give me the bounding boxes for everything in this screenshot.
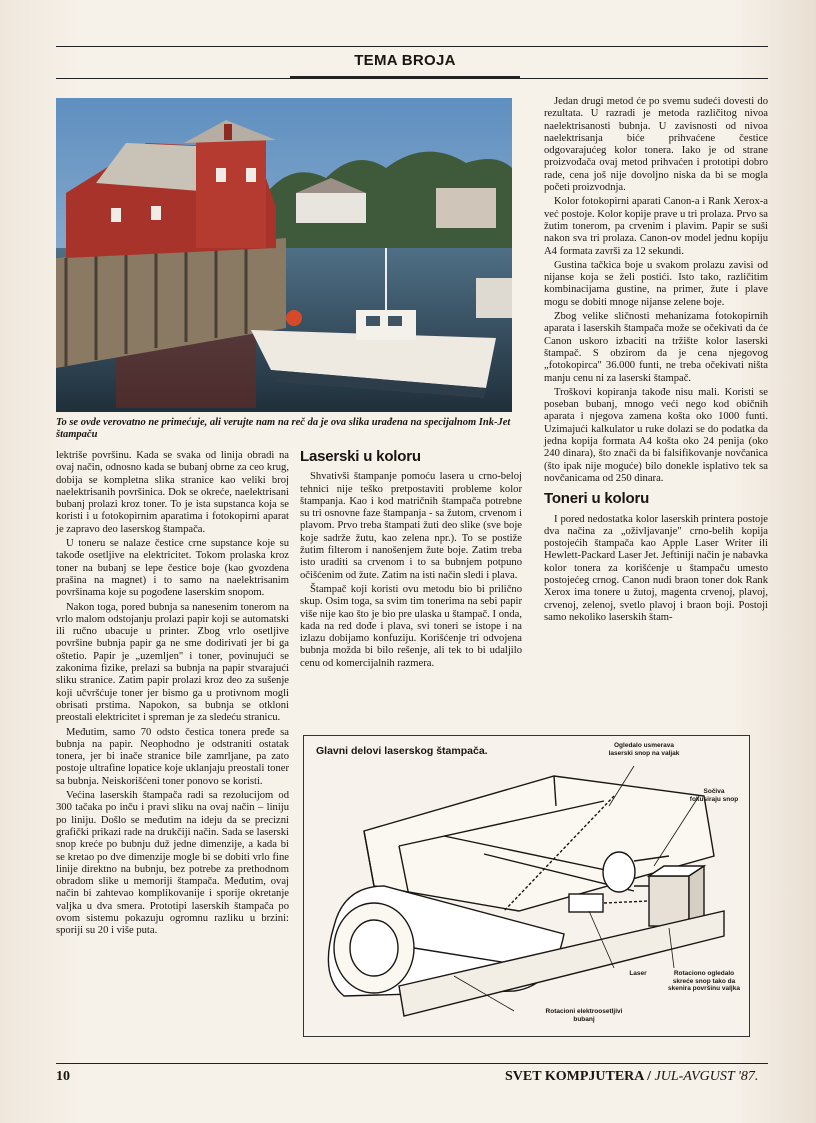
harbor-photo	[56, 98, 512, 412]
col1-paragraph: U toneru se nalaze čestice crne supstance koje su takođe osetljive na elektricitet. Tokom prolaska kroz toner na bubanj se lepe čestice boje (kao gvozdena prašina na magnet) i to samo na naelektrisanim površinama koje su pogođene laserskim snopom.	[56, 538, 289, 599]
col3-paragraph: Troškovi kopiranja takođe nisu mali. Koristi se poseban bubanj, mnogo veći nego kod običnih aparata i njegova zamena košta oko 1000 funti. Uzimajući kalkulator u ruke dolazi se do podatka da jedna kopija formata A4 košta oko 24 penija (oko 240 dinara), što znači da bi falsifikovanje novčanica (što ipak nije moguće) bilo donekle isplativo tek sa novčanicama od 250 dinara.	[544, 386, 768, 484]
col3-paragraph: Kolor fotokopirni aparati Canon-a i Rank Xerox-a već postoje. Kolor kopije prave u tri prolaza. Prvo sa žutim tonerom, pa crvenim i plavim. Papir se suši nakon sva tri prolaza. Canon-ov model jednu kopiju A4 formata završi za 12 sekundi.	[544, 196, 768, 257]
laser-printer-diagram	[303, 735, 750, 1037]
magazine-name	[505, 1069, 758, 1085]
col1-paragraph: Većina laserskih štampača radi sa rezolucijom od 300 tačaka po inču i pravi sliku na ovaj način – liniju po liniju. Došlo se međutim na ideju da se precizni grafički prikazi rade na drukčiji način. Sada se laserski snop kreće po bubnju duž jedne dimenzije, a kada bi se kretao po dve dimenzije mogle bi se dobiti vrlo fine linije direktno na bubnju, bez potrebe za prethodnom obradom slike u memoriji štampača. Međutim, ovaj način bi zahtevao komplikovanije i sporije okretanje valjka u dva smera. Prototipi laserskih štampača po ovom sistemu pokazuju ogromnu razliku u brzini: sporiji su 20 i više puta.	[56, 790, 289, 937]
diagram-title: Glavni delovi laserskog štampača.	[316, 745, 488, 757]
page-number: 10	[56, 1069, 70, 1084]
col1-paragraph: lektriše površinu. Kada se svaka od linija obradi na ovaj način, odnosno kada se bubanj obrne za ceo krug, dobija se kompletna slika stranice kao veliki broj naelektrisanih površinica. Dok se okreće, naelektrisani bubanj prolazi kroz toner. To je ista supstanca koja se koristi i u fotokopirnim aparatima i fotokopirni aparat je zapravo deo laserskog štampača.	[56, 450, 289, 535]
label-drum: Rotacioni elektroosetljivi bubanj	[545, 1008, 623, 1023]
magazine-title: SVET KOMPJUTERA /	[505, 1069, 651, 1084]
label-laser: Laser	[629, 970, 647, 977]
col3-paragraph: Jedan drugi metod će po svemu sudeći dovesti do rezultata. U razradi je metoda različitog nivoa naelektrisanosti bubnja. U zavisnosti od nivoa naelektrisanja biće prihvaćene čestice odgovarajućeg kolor tonera. Iako je od strane proizvođača ovaj metod prihvaćen i prototipi dobro rade, cena još nije dovoljno niska da bi se mogla početi proizvodnja.	[544, 96, 768, 194]
col3-paragraph: Zbog velike sličnosti mehanizama fotokopirnih aparata i laserskih štampača može se očekivati da će Canon uskoro izbaciti na tržište kolor laserski štampač. S obzirom da je cena njegovog „fotokopirca" 36.000 funti, ne treba očekivati ništa manju cenu ni za laserski štampač.	[544, 311, 768, 384]
column-1	[56, 450, 289, 940]
column-3	[544, 96, 768, 626]
heading-toneri-u-koloru: Toneri u koloru	[544, 490, 650, 508]
footer-rule	[56, 1063, 768, 1064]
column-2	[300, 445, 522, 672]
col2-paragraph: Štampač koji koristi ovu metodu bio bi prilično skup. Osim toga, sa svim tim tonerima na sebi papir više nije kao što je bio pre ulaska u štampač. I onda, kada na red dođe i plava, svi toneri se istope i na izlazu dobijamo konfuziju. Korišćenje tri odvojena bubnja možda bi bilo rešenje, ali tek to bi udaljilo cenu od komercijalnih razmera.	[300, 583, 522, 669]
section-title: TEMA BROJA	[354, 52, 456, 69]
col3-paragraph: I pored nedostatka kolor laserskih printera postoje dva načina za „oživljavanje" crno-belih kopija postojećih štampača kao Apple Laser Writer ili Hewlett-Packard Laser Jet. Jeftiniji način je nabavka kolor tonera za korišćenje u štampaču umesto postojećeg crnog. Canon nudi braon toner dok Rank Xerox ima tonere u žutoj, magenta crvenoj, plavoj, crvenoj, zelenoj, svetlo plavoj i braon boji. Postoji samo nekoliko laserskih štam-	[544, 513, 768, 623]
photo-caption: To se ovde verovatno ne primećuje, ali verujte nam na reč da je ova slika urađena na specijalnom Ink-Jet štampaču	[56, 417, 511, 440]
label-lens: Sočiva fokusiraju snop	[689, 788, 739, 803]
col1-paragraph: Međutim, samo 70 odsto čestica tonera pređe sa bubnja na papir. Neophodno je odstraniti ostatak tonera, jer bi inače stranice bile zamrljane, pa zato postoje ultrafine lopatice koje uklanjaju preostali toner sa bubnja. Neiskorišćeni toner ponovo se koristi.	[56, 726, 289, 787]
header-top-rule	[56, 46, 768, 47]
heading-laserski-u-koloru: Laserski u koloru	[300, 448, 421, 465]
col1-paragraph: Nakon toga, pored bubnja sa nanesenim tonerom na vrlo malom odstojanju prolazi papir koji se automatski ili ručno ubacuje u printer. Zbog vrlo osetljive površine bubnja papir ga ne sme dodirivati jer bi ga oštetio. Papir je „uzemljen" i toner, povinujući se zakonima fizike, prelazi sa bubnja na papir stvarajući sliku stranice. Zatim papir prolazi kroz deo za sušenje koji učvršćuje toner jer bismo ga u protivnom mogli obrisati prstima. Napokon, sa bubnja se otkloni preostali elektricitet i spreman je za sledeću stranicu.	[56, 601, 289, 724]
col2-paragraph: Shvativši štampanje pomoću lasera u crno-beloj tehnici nije teško pretpostaviti probleme kolor štampanja. Kao i kod matričnih štampača potrebne su tri osnovne faze štampanja - sa žutom, crvenom i plavom. Prvo treba štampati žuti deo slike (sve boje koje sadrže žutu, kao zelena npr.). To se postiže žutim filterom i nanošenjem žute boje. Zatim treba isto uraditi sa crvenom i to sa bubnjem potpuno očišćenim od žute. Zatim na isti način sledi i plava.	[300, 471, 522, 581]
label-mirror: Ogledalo usmerava laserski snop na valjak	[608, 742, 680, 757]
issue-date: JUL-AVGUST '87.	[654, 1069, 759, 1084]
label-scan-mirror: Rotaciono ogledalo skreće snop tako da skenira površinu valjka	[668, 970, 740, 992]
header-accent-rule	[290, 76, 520, 79]
col3-paragraph: Gustina tačkica boje u svakom prolazu zavisi od nijanse koja se želi postići. Isto tako, različitim kombinacijama gustine, na primer, žute i plave mogu se dobiti mnoge nijanse zelene boje.	[544, 259, 768, 308]
